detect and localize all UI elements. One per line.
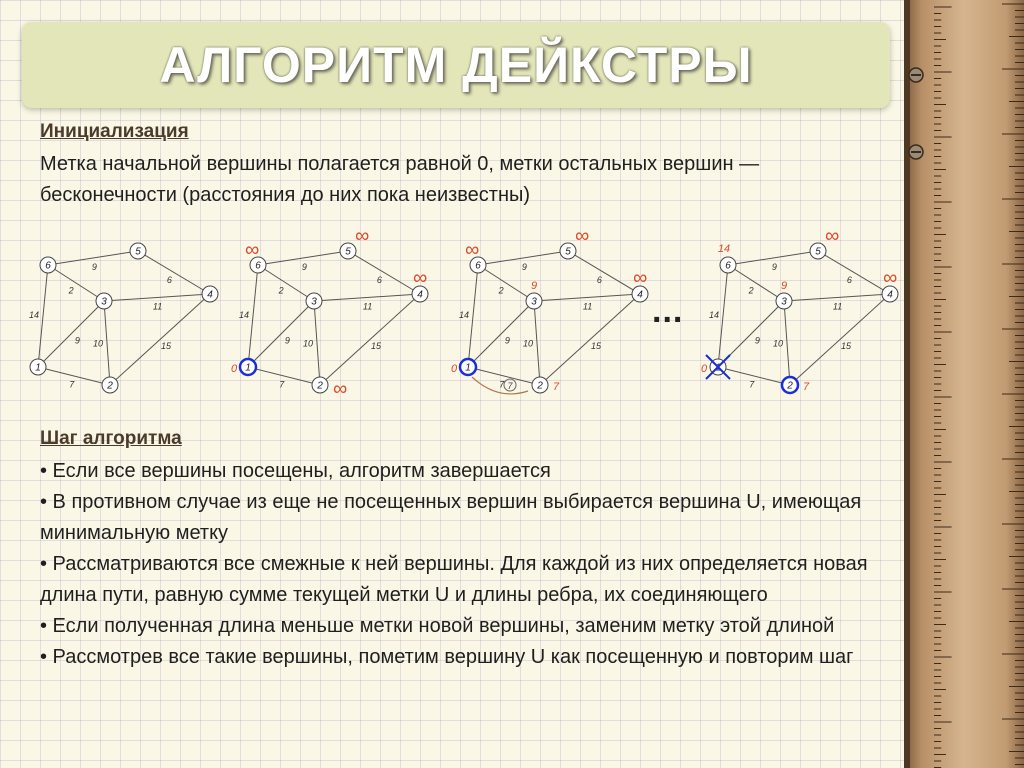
edge-weight-label: 10	[303, 338, 314, 349]
zero-label: 0	[700, 363, 708, 375]
infinity-label: ∞	[244, 239, 260, 261]
edge-weight-label: 2	[278, 285, 284, 296]
edge-weight-label: 7	[69, 379, 75, 390]
graph-edge	[718, 265, 728, 367]
edge-weight-label: 9	[301, 261, 307, 272]
node-label: 2	[317, 380, 323, 392]
node-label: 3	[311, 296, 317, 308]
graph-edge	[468, 301, 534, 367]
step-item-3: • Рассматриваются все смежные к ней вершины. Для каждой из них определяется новая длина пути, равную сумме текущей метки U и длины ребра, их соединяющего	[40, 553, 868, 606]
node-label: 6	[475, 260, 481, 272]
infinity-label: ∞	[882, 267, 898, 289]
graph-edge	[468, 265, 478, 367]
graph-edge	[568, 251, 640, 294]
edge-weight-label: 10	[523, 338, 534, 349]
graph-edge	[104, 301, 110, 385]
edge-weight-label: 15	[161, 341, 172, 352]
infinity-label: ∞	[412, 267, 428, 289]
edge-weight-label: 6	[376, 275, 382, 286]
infinity-label: ∞	[824, 225, 840, 247]
infinity-label: ∞	[632, 267, 648, 289]
infinity-label: ∞	[464, 239, 480, 261]
edge-weight-label: 6	[596, 275, 602, 286]
edge-weight-label: 9	[754, 335, 760, 346]
step-heading: Шаг алгоритма	[40, 428, 182, 449]
edge-weight-label: 14	[29, 310, 40, 321]
graph-edge	[38, 265, 48, 367]
infinity-label: ∞	[574, 225, 590, 247]
node-label: 5	[345, 246, 351, 258]
zero-label: 0	[230, 363, 238, 375]
edge-weight-label: 9	[284, 335, 290, 346]
step-item-2: • В противном случае из еще не посещенных вершин выбирается вершина U, имеющая минимальную метку	[40, 491, 862, 544]
graph-illustration	[0, 225, 910, 415]
ellipsis: ...	[652, 292, 684, 330]
node-label: 3	[101, 296, 107, 308]
node-label: 3	[531, 296, 537, 308]
node-label: 2	[107, 380, 113, 392]
step-item-4: • Если полученная длина меньше метки новой вершины, заменим метку этой длиной	[40, 615, 835, 637]
edge-weight-label: 15	[371, 341, 382, 352]
edge-weight-label: 2	[68, 285, 74, 296]
ruler-decoration	[904, 0, 1024, 768]
slide-title: АЛГОРИТМ ДЕЙКСТРЫ	[159, 37, 753, 93]
edge-weight-label: 14	[239, 310, 250, 321]
edge-weight-label: 9	[504, 335, 510, 346]
node-label: 4	[207, 289, 213, 301]
edge-weight-label: 11	[362, 301, 373, 312]
node-label: 5	[135, 246, 141, 258]
node-label: 4	[637, 289, 643, 301]
edge-weight-label: 6	[846, 275, 852, 286]
title-bar	[22, 22, 890, 108]
edge-weight-label: 10	[773, 338, 784, 349]
graph-edge	[784, 301, 790, 385]
edge-weight-label: 2	[748, 285, 754, 296]
graph-edge	[314, 301, 320, 385]
edge-weight-label: 9	[91, 261, 97, 272]
edge-weight-label: 9	[521, 261, 527, 272]
graph-edge	[534, 294, 640, 301]
node-label: 1	[35, 362, 41, 374]
step-list	[40, 456, 900, 673]
node-label: 1	[465, 362, 471, 374]
init-heading: Инициализация	[40, 121, 189, 142]
label-seven: 7	[552, 381, 560, 393]
graph-edge	[104, 294, 210, 301]
init-text: Метка начальной вершины полагается равной 0, метки остальных вершин — бесконечности (расстояния до них пока неизвестны)	[40, 153, 760, 206]
node-label: 6	[255, 260, 261, 272]
node-label: 2	[537, 380, 543, 392]
edge-weight-label: 6	[166, 275, 172, 286]
graph-edge	[248, 265, 258, 367]
node-label: 5	[565, 246, 571, 258]
edge-weight-label: 15	[841, 341, 852, 352]
edge-weight-label: 14	[459, 310, 470, 321]
node-label: 3	[781, 296, 787, 308]
edge-weight-label: 11	[582, 301, 593, 312]
node-label: 6	[45, 260, 51, 272]
label-nine: 9	[530, 280, 538, 292]
graph-edge	[818, 251, 890, 294]
node-label: 4	[887, 289, 893, 301]
edge-weight-label: 2	[498, 285, 504, 296]
edge-weight-label: 9	[74, 335, 80, 346]
node-label: 1	[245, 362, 251, 374]
edge-weight-label: 15	[591, 341, 602, 352]
graph-edge	[38, 301, 104, 367]
infinity-label: ∞	[354, 225, 370, 247]
edge-weight-label: 14	[709, 310, 720, 321]
graph-edge	[138, 251, 210, 294]
edge-weight-label: 11	[832, 301, 843, 312]
label-nine: 9	[780, 280, 788, 292]
label-fourteen: 14	[717, 243, 731, 255]
zero-label: 0	[450, 363, 458, 375]
graph-edge	[314, 294, 420, 301]
edge-weight-label: 7	[749, 379, 755, 390]
label-seven: 7	[802, 381, 810, 393]
node-label: 4	[417, 289, 423, 301]
step-item-1: • Если все вершины посещены, алгоритм завершается	[40, 460, 551, 482]
step-item-5: • Рассмотрев все такие вершины, пометим вершину U как посещенную и повторим шаг	[40, 646, 854, 668]
edge-weight-label: 11	[152, 301, 163, 312]
edge-weight-label: 7	[499, 379, 505, 390]
edge-weight-label: 7	[279, 379, 285, 390]
graph-edge	[784, 294, 890, 301]
arrow-weight-label: 7	[507, 381, 513, 391]
node-label: 6	[725, 260, 731, 272]
graph-edge	[348, 251, 420, 294]
graph-edge	[248, 301, 314, 367]
edge-weight-label: 9	[771, 261, 777, 272]
edge-weight-label: 10	[93, 338, 104, 349]
graph-edge	[534, 301, 540, 385]
infinity-label: ∞	[332, 378, 348, 400]
node-label: 5	[815, 246, 821, 258]
node-label: 2	[787, 380, 793, 392]
